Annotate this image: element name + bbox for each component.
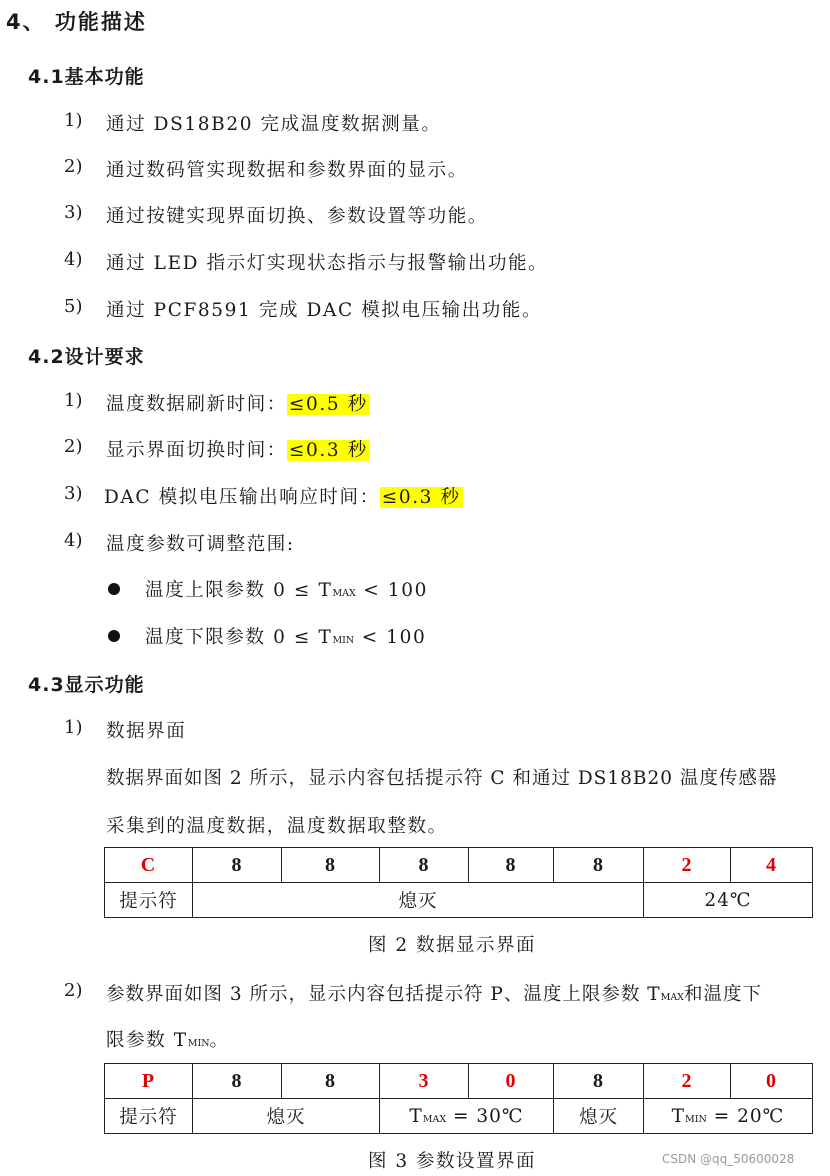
requirement-label: 温度数据刷新时间： — [106, 394, 287, 415]
subscript: MAX — [332, 588, 356, 599]
off-cell: 熄灭 — [193, 1099, 380, 1134]
tmin-symbol: T — [671, 1105, 686, 1127]
digit-cell: 8 — [193, 1064, 282, 1099]
digit-cell: 0 — [731, 1064, 813, 1099]
digit-cell: 8 — [380, 848, 469, 883]
digit-cell: 0 — [469, 1064, 554, 1099]
subscript: MAX — [422, 1113, 447, 1125]
figure-caption: 图 3 参数设置界面 — [368, 1151, 537, 1172]
bullet-text-tmin — [145, 623, 426, 649]
bullet-dot — [108, 630, 120, 642]
list-item-number: 4) — [64, 249, 83, 270]
parameter-display-table — [104, 1063, 813, 1134]
highlighted-value: ≤0.3 秒 — [381, 487, 461, 508]
digit-cell: 8 — [554, 1064, 644, 1099]
tmax-cell — [380, 1099, 554, 1134]
requirement-label: DAC 模拟电压输出响应时间： — [104, 487, 380, 508]
subsection-4-3-title: 4.3显示功能 — [28, 674, 145, 696]
list-item-text: 通过 PCF8591 完成 DAC 模拟电压输出功能。 — [106, 300, 543, 321]
tmin-cell — [644, 1099, 813, 1134]
digit-cell: 2 — [644, 1064, 731, 1099]
highlighted-value: ≤0.5 秒 — [288, 394, 368, 415]
figure-caption: 图 2 数据显示界面 — [368, 935, 537, 956]
paragraph-line: 采集到的温度数据，温度数据取整数。 — [106, 816, 448, 837]
paragraph-line — [106, 980, 762, 1006]
tmin-value: = 20℃ — [706, 1105, 785, 1127]
list-item-number: 1) — [64, 390, 83, 411]
list-item-text: 通过数码管实现数据和参数界面的显示。 — [106, 160, 468, 181]
list-item-number: 5) — [64, 296, 83, 317]
subsection-4-1-title: 4.1基本功能 — [28, 66, 145, 88]
tmax-symbol: T — [409, 1105, 423, 1127]
subscript: MIN — [187, 1038, 210, 1049]
off-cell: 熄灭 — [193, 883, 644, 918]
digit-cell: P — [105, 1064, 193, 1099]
highlighted-value: ≤0.3 秒 — [288, 440, 368, 461]
tmax-value: = 30℃ — [446, 1105, 524, 1127]
list-item-number: 2) — [64, 436, 83, 457]
bullet-text-pre: 温度上限参数 0 ≤ T — [145, 580, 333, 601]
digit-cell: C — [105, 848, 193, 883]
digit-cell: 8 — [554, 848, 644, 883]
paragraph-text: 参数界面如图 3 所示，显示内容包括提示符 P、温度上限参数 T — [106, 984, 661, 1005]
bullet-text-post: < 100 — [354, 627, 427, 648]
list-item-text — [106, 436, 370, 462]
list-item-number: 2) — [64, 156, 83, 177]
bullet-text-tmax — [145, 576, 428, 602]
watermark: CSDN @qq_50600028 — [662, 1152, 795, 1166]
bullet-text-pre: 温度下限参数 0 ≤ T — [145, 627, 333, 648]
list-item-number: 1) — [64, 110, 83, 131]
list-item-text: 数据界面 — [106, 721, 187, 742]
prompt-label-cell: 提示符 — [105, 1099, 193, 1134]
digit-cell: 8 — [282, 848, 380, 883]
temperature-cell: 24℃ — [644, 883, 813, 918]
list-item-text — [106, 390, 370, 416]
paragraph-line: 数据界面如图 2 所示，显示内容包括提示符 C 和通过 DS18B20 温度传感器 — [106, 768, 778, 789]
list-item-text — [104, 483, 463, 509]
digit-cell: 2 — [644, 848, 731, 883]
list-item-number: 3) — [64, 202, 83, 223]
subsection-4-2-title: 4.2设计要求 — [28, 346, 145, 368]
list-item-number: 3) — [64, 483, 83, 504]
digit-cell: 8 — [193, 848, 282, 883]
list-item-text: 温度参数可调整范围: — [106, 534, 295, 555]
requirement-label: 显示界面切换时间： — [106, 440, 287, 461]
digit-cell: 8 — [282, 1064, 380, 1099]
section-title: 4、 功能描述 — [6, 10, 147, 34]
list-item-number: 4) — [64, 530, 83, 551]
list-item-number: 1) — [64, 717, 83, 738]
prompt-label-cell: 提示符 — [105, 883, 193, 918]
paragraph-text: 。 — [209, 1030, 230, 1051]
subscript: MIN — [685, 1113, 707, 1125]
paragraph-text: 和温度下 — [683, 984, 762, 1005]
bullet-text-post: < 100 — [355, 580, 428, 601]
subscript: MAX — [660, 992, 684, 1003]
list-item-text: 通过 DS18B20 完成温度数据测量。 — [106, 114, 442, 135]
list-item-text: 通过 LED 指示灯实现状态指示与报警输出功能。 — [106, 253, 549, 274]
list-item-text: 通过按键实现界面切换、参数设置等功能。 — [106, 206, 488, 227]
subscript: MIN — [332, 635, 355, 646]
digit-cell: 8 — [469, 848, 554, 883]
digit-cell: 3 — [380, 1064, 469, 1099]
paragraph-text: 限参数 T — [106, 1030, 188, 1051]
paragraph-line — [106, 1026, 230, 1052]
list-item-number: 2) — [64, 980, 83, 1001]
off-cell: 熄灭 — [554, 1099, 644, 1134]
digit-cell: 4 — [731, 848, 813, 883]
bullet-dot — [108, 583, 120, 595]
data-display-table — [104, 847, 813, 918]
